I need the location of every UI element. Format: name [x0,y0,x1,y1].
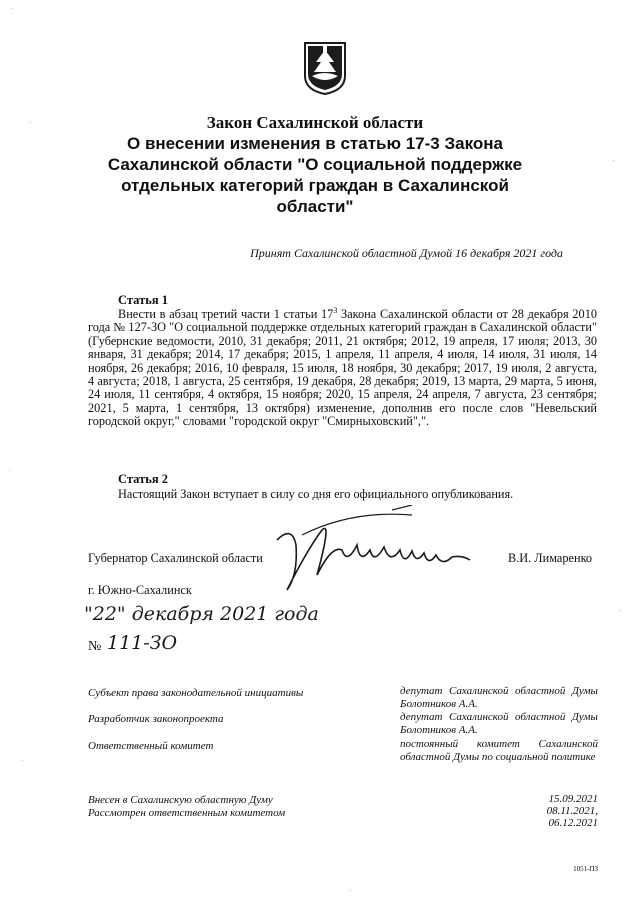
law-number: 111-ЗО [107,632,178,654]
date-reviewed-2: 06.12.2021 [548,817,598,829]
law-title: Закон Сахалинской области [206,113,424,132]
article-1-body: Внести в абзац третий части 1 статьи $17^3$ Закона Сахалинской области от 28 декабря 2010 года № 127-ЗО "О социальной поддержке отдельных категорий граждан в Сахалинской области" (Губернские ведомости, 2010, 31 декабря; 2011, 21 октября; 2012, 19 апреля, 17 июля; 2013, 30 января, 31 декабря; 2014, 17 декабря; 2015, 1 апреля, 11 апреля, 4 июля, 14 июля, 31 июля, 14 ноября, 26 декабря; 2016, 10 февраля, 15 июля, 18 ноября, 30 декабря; 2017, 19 июля, 2 августа, 4 августа; 2018, 1 августа, 25 сентября, 19 декабря, 28 декабря; 2019, 13 марта, 29 марта, 5 июня, 24 июля, 11 сентября, 4 октября, 15 ноября; 2020, 15 апреля, 24 апреля, 7 августа, 23 сентября; 2021, 5 марта, 1 сентября, 13 октября) изменение, дополнив его после слов "Невельский городской округ," словами "городской округ "Смирныховский",". [88,305,597,429]
article-1-title: Статья 1 [118,293,168,307]
adoption-note: Принят Сахалинской областной Думой 16 декабря 2021 года [250,246,563,260]
governor-position: Губернатор Сахалинской области [88,551,263,565]
signing-date: "22" декабря 2021 года [84,603,319,625]
meta-value-initiator: депутат Сахалинской областной Думы Болотников А.А. [400,685,598,710]
coat-of-arms-icon [302,40,348,96]
meta-label-initiator: Субъект права законодательной инициативы [88,687,304,699]
signature-image [262,505,482,600]
submitted-label: Внесен в Сахалинскую областную Думу [88,794,273,806]
date-reviewed-1: 08.11.2021, [546,805,598,817]
law-subject: О внесении изменения в статью 17-3 Закона Сахалинской области "О социальной поддержке отдельных категорий граждан в Сахалинской области" [107,134,523,216]
article-2-title: Статья 2 [118,472,168,486]
governor-name: В.И. Лимаренко [508,551,593,565]
meta-value-committee: постоянный комитет Сахалинской областной Думы по социальной политике [400,738,598,763]
meta-label-committee: Ответственный комитет [88,740,214,752]
submission-dates [547,793,598,829]
city: г. Южно-Сахалинск [88,583,192,597]
law-number-prefix: № [88,639,102,654]
document-code: 1051-ПЗ [573,865,598,873]
meta-value-developer: депутат Сахалинской областной Думы Болотников А.А. [400,711,598,736]
reviewed-label: Рассмотрен ответственным комитетом [88,807,286,819]
date-submitted: 15.09.2021 [548,793,598,805]
article-2-body: Настоящий Закон вступает в силу со дня его официального опубликования. [118,487,514,501]
meta-label-developer: Разработчик законопроекта [88,713,224,725]
